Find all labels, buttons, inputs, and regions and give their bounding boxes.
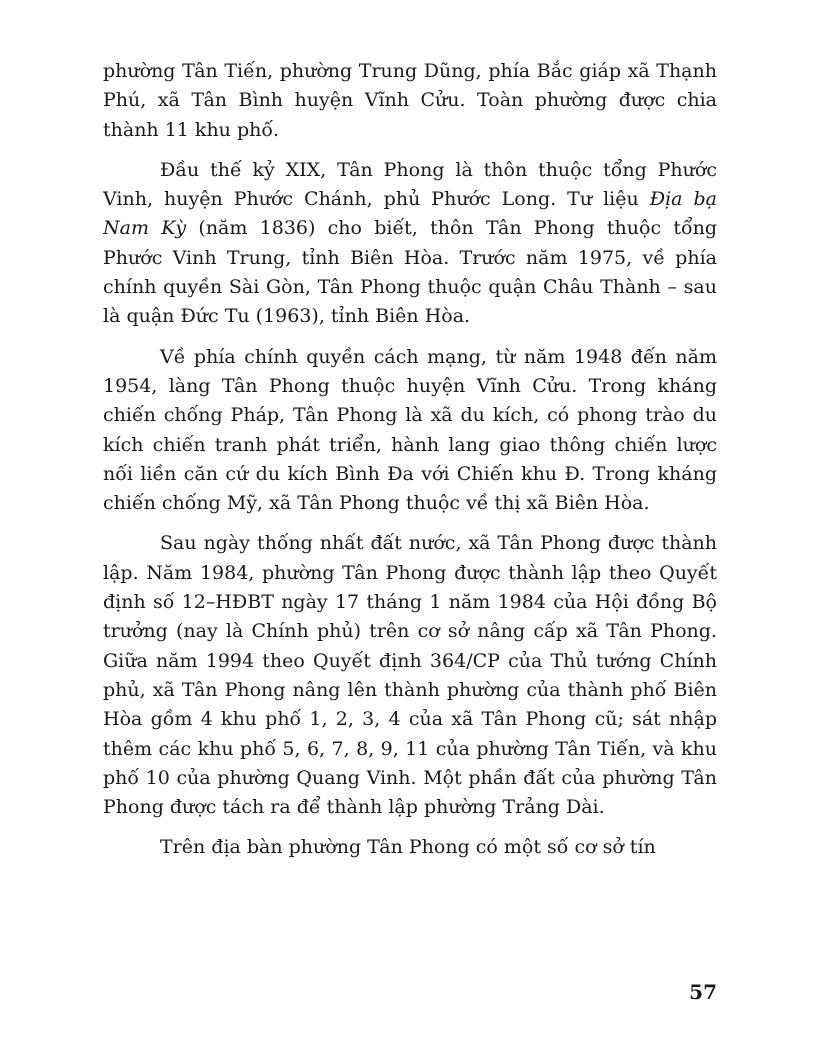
paragraph-3: Về phía chính quyền cách mạng, từ năm 1948 đến năm 1954, làng Tân Phong thuộc huyện Vĩnh Cửu. Trong kháng chiến chống Pháp, Tân Phong là xã du kích, có phong trào du kích chiến tranh phát triển, hành lang giao thông chiến lược nối liền căn cứ du kích Bình Đa với Chiến khu Đ. Trong kháng chiến chống Mỹ, xã Tân Phong thuộc về thị xã Biên Hòa. xyxy=(103,345,717,515)
paragraph-2-before: Đầu thế kỷ XIX, Tân Phong là thôn thuộc tổng Phước Vinh, huyện Phước Chánh, phủ Phước Long. Tư liệu xyxy=(103,158,717,211)
paragraph-4: Sau ngày thống nhất đất nước, xã Tân Phong được thành lập. Năm 1984, phường Tân Phong được thành lập theo Quyết định số 12–HĐBT ngày 17 tháng 1 năm 1984 của Hội đồng Bộ trưởng (nay là Chính phủ) trên cơ sở nâng cấp xã Tân Phong. Giữa năm 1994 theo Quyết định 364/CP của Thủ tướng Chính phủ, xã Tân Phong nâng lên thành phường của thành phố Biên Hòa gồm 4 khu phố 1, 2, 3, 4 của xã Tân Phong cũ; sát nhập thêm các khu phố 5, 6, 7, 8, 9, 11 của phường Tân Tiến, và khu phố 10 của phường Quang Vinh. Một phần đất của phường Tân Phong được tách ra để thành lập phường Trảng Dài. xyxy=(103,532,717,819)
paragraph-2 xyxy=(103,156,717,332)
source-title: Địa bạ Nam Kỳ xyxy=(103,188,717,240)
paragraph-1: phường Tân Tiến, phường Trung Dũng, phía Bắc giáp xã Thạnh Phú, xã Tân Bình huyện Vĩnh Cửu. Toàn phường được chia thành 11 khu phố. xyxy=(103,60,717,141)
paragraph-5: Trên địa bàn phường Tân Phong có một số cơ sở tín xyxy=(160,836,656,859)
body-text xyxy=(103,57,717,863)
page-number: 57 xyxy=(689,980,717,1004)
paragraph-2-after: (năm 1836) cho biết, thôn Tân Phong thuộc tổng Phước Vinh Trung, tỉnh Biên Hòa. Trước năm 1975, về phía chính quyền Sài Gòn, Tân Phong thuộc quận Châu Thành – sau là quận Đức Tu (1963), tỉnh Biên Hòa. xyxy=(103,217,718,328)
